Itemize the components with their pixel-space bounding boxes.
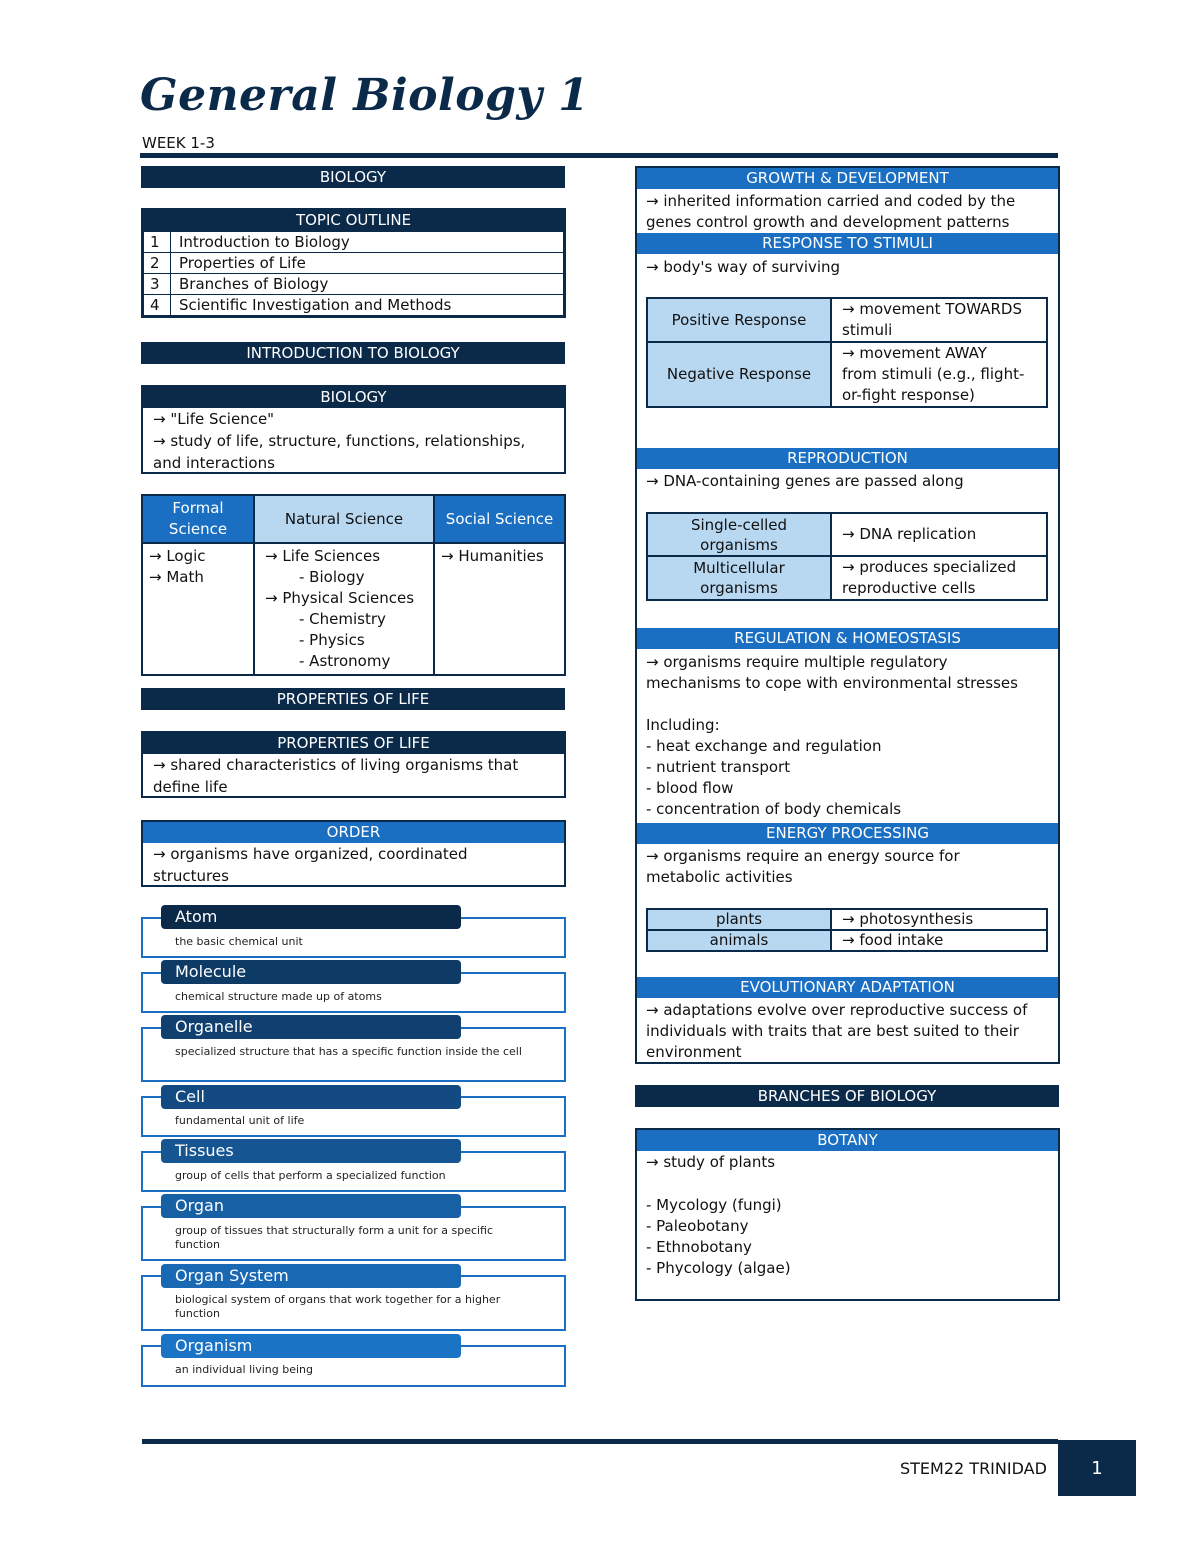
list-item: → Logic (149, 547, 206, 565)
plants-label: plants (647, 909, 831, 930)
topic-text: Properties of Life (171, 253, 564, 274)
multicellular-label (647, 556, 831, 600)
topic-number: 4 (144, 295, 171, 316)
reproduction-title: REPRODUCTION (637, 448, 1058, 469)
hierarchy-description: biological system of organs that work together for a higher function (175, 1293, 501, 1320)
biology-definition-line: → "Life Science" (153, 410, 275, 428)
plants-value: → photosynthesis (831, 909, 1047, 930)
growth-title: GROWTH & DEVELOPMENT (637, 168, 1058, 189)
list-item: - Biology (299, 568, 365, 586)
response-table (646, 297, 1048, 408)
label-line: Multicellular (693, 559, 785, 577)
bottom-divider (142, 1439, 1058, 1444)
hierarchy-description: an individual living being (175, 1363, 313, 1376)
biology-definition-box (141, 385, 566, 474)
list-item: - Physics (299, 631, 365, 649)
label-line: Single-celled (690, 515, 788, 534)
list-item: → Physical Sciences (265, 589, 415, 607)
topic-outline-table (143, 231, 564, 316)
table-row (647, 909, 1047, 930)
natural-science-header: Natural Science (254, 495, 434, 543)
topic-text: Branches of Biology (171, 274, 564, 295)
intro-section-bar: INTRODUCTION TO BIOLOGY (141, 342, 565, 364)
animals-label: animals (647, 930, 831, 951)
properties-definition-title: PROPERTIES OF LIFE (143, 733, 564, 754)
energy-title: ENERGY PROCESSING (637, 823, 1058, 844)
social-science-header: Social Science (434, 495, 565, 543)
list-item: - Chemistry (299, 610, 386, 628)
hierarchy-label: Organism (161, 1334, 461, 1358)
list-item: - Astronomy (299, 652, 391, 670)
natural-science-items (254, 543, 434, 675)
hierarchy-label: Organ (161, 1194, 461, 1218)
positive-response-value (831, 298, 1047, 342)
formal-science-items (142, 543, 254, 675)
list-item: - blood flow (646, 779, 734, 797)
top-divider (140, 153, 1058, 158)
regulation-line: mechanisms to cope with environmental stresses (646, 674, 1018, 692)
biology-section-bar: BIOLOGY (141, 166, 565, 188)
biology-definition-title: BIOLOGY (143, 387, 564, 408)
properties-definition-line: → shared characteristics of living organisms that (153, 756, 519, 774)
botany-line: → study of plants (646, 1153, 776, 1171)
evolution-line: → adaptations evolve over reproductive success of (646, 1001, 1028, 1019)
positive-response-label: Positive Response (647, 298, 831, 342)
evolution-line: environment (646, 1043, 742, 1061)
table-row (144, 232, 564, 253)
order-title: ORDER (143, 822, 564, 843)
botany-title: BOTANY (637, 1130, 1058, 1151)
topic-text: Introduction to Biology (171, 232, 564, 253)
list-item: - Paleobotany (646, 1217, 749, 1235)
growth-line: → inherited information carried and coded by the (646, 192, 1016, 210)
regulation-title: REGULATION & HOMEOSTASIS (637, 628, 1058, 649)
regulation-text (646, 652, 1051, 820)
list-item: - heat exchange and regulation (646, 737, 882, 755)
value-line: → movement TOWARDS (842, 300, 1022, 318)
growth-text (646, 191, 1051, 233)
properties-definition-line: define life (153, 778, 228, 796)
response-title: RESPONSE TO STIMULI (637, 233, 1058, 254)
biology-definition-line: → study of life, structure, functions, relationships, (153, 432, 526, 450)
list-item: - nutrient transport (646, 758, 791, 776)
negative-response-label: Negative Response (647, 342, 831, 407)
value-line: reproductive cells (842, 579, 976, 597)
order-line: structures (153, 867, 229, 885)
topic-number: 2 (144, 253, 171, 274)
table-row (647, 556, 1047, 600)
single-celled-value: → DNA replication (831, 513, 1047, 556)
evolution-text (646, 1000, 1051, 1063)
reproduction-table (646, 512, 1048, 601)
single-celled-label (647, 513, 831, 556)
energy-line: metabolic activities (646, 868, 793, 886)
properties-definition-box (141, 731, 566, 798)
hierarchy-description: group of cells that perform a specialized function (175, 1169, 446, 1182)
topic-number: 1 (144, 232, 171, 253)
table-row (647, 298, 1047, 342)
topic-text: Scientific Investigation and Methods (171, 295, 564, 316)
energy-table (646, 908, 1048, 952)
list-item: - concentration of body chemicals (646, 800, 902, 818)
hierarchy-description: fundamental unit of life (175, 1114, 305, 1127)
table-row (144, 253, 564, 274)
table-row (144, 295, 564, 316)
value-line: from stimuli (e.g., flight- (842, 365, 1025, 383)
evolution-line: individuals with traits that are best suited to their (646, 1022, 1019, 1040)
value-line: → movement AWAY (842, 344, 987, 362)
regulation-including: Including: (646, 716, 720, 734)
energy-text (646, 846, 1051, 888)
table-row (647, 342, 1047, 407)
reproduction-line: → DNA-containing genes are passed along (646, 472, 964, 490)
table-row (647, 930, 1047, 951)
value-line: → produces specialized (842, 558, 1017, 576)
hierarchy-label: Organelle (161, 1015, 461, 1039)
properties-section-bar: PROPERTIES OF LIFE (141, 688, 565, 710)
table-row (144, 274, 564, 295)
negative-response-value (831, 342, 1047, 407)
hierarchy-label: Molecule (161, 960, 461, 984)
list-item: - Ethnobotany (646, 1238, 752, 1256)
growth-line: genes control growth and development patterns (646, 213, 1010, 231)
order-box (141, 820, 566, 887)
topic-outline-box (141, 208, 566, 318)
botany-box (635, 1128, 1060, 1301)
hierarchy-description: specialized structure that has a specific function inside the cell (175, 1045, 522, 1058)
regulation-line: → organisms require multiple regulatory (646, 653, 948, 671)
hierarchy-label: Atom (161, 905, 461, 929)
list-item: - Phycology (algae) (646, 1259, 791, 1277)
hierarchy-label: Cell (161, 1085, 461, 1109)
week-label: WEEK 1-3 (142, 134, 215, 152)
value-line: stimuli (842, 321, 893, 339)
topic-number: 3 (144, 274, 171, 295)
label-line: organisms (700, 535, 778, 554)
branches-section-bar: BRANCHES OF BIOLOGY (635, 1085, 1059, 1107)
hierarchy-description: the basic chemical unit (175, 935, 303, 948)
order-line: → organisms have organized, coordinated (153, 845, 468, 863)
hierarchy-description: group of tissues that structurally form a unit for a specific function (175, 1224, 494, 1251)
document-title: General Biology 1 (140, 70, 590, 121)
hierarchy-description: chemical structure made up of atoms (175, 990, 382, 1003)
table-row (647, 513, 1047, 556)
list-item: - Mycology (fungi) (646, 1196, 782, 1214)
value-line: or-fight response) (842, 386, 975, 404)
social-science-items (434, 543, 565, 675)
hierarchy-label: Tissues (161, 1139, 461, 1163)
evolution-title: EVOLUTIONARY ADAPTATION (637, 977, 1058, 998)
formal-science-header: Formal Science (142, 495, 254, 543)
page-number: 1 (1058, 1440, 1136, 1496)
list-item: → Humanities (441, 547, 544, 565)
response-line: → body's way of surviving (646, 258, 841, 276)
hierarchy-label: Organ System (161, 1264, 461, 1288)
biology-definition-line: and interactions (153, 454, 275, 472)
sciences-table (141, 494, 566, 676)
topic-outline-title: TOPIC OUTLINE (143, 210, 564, 231)
list-item: → Life Sciences (265, 547, 381, 565)
footer-author: STEM22 TRINIDAD (900, 1459, 1047, 1478)
animals-value: → food intake (831, 930, 1047, 951)
label-line: organisms (700, 579, 778, 597)
energy-line: → organisms require an energy source for (646, 847, 960, 865)
multicellular-value (831, 556, 1047, 600)
list-item: → Math (149, 568, 204, 586)
